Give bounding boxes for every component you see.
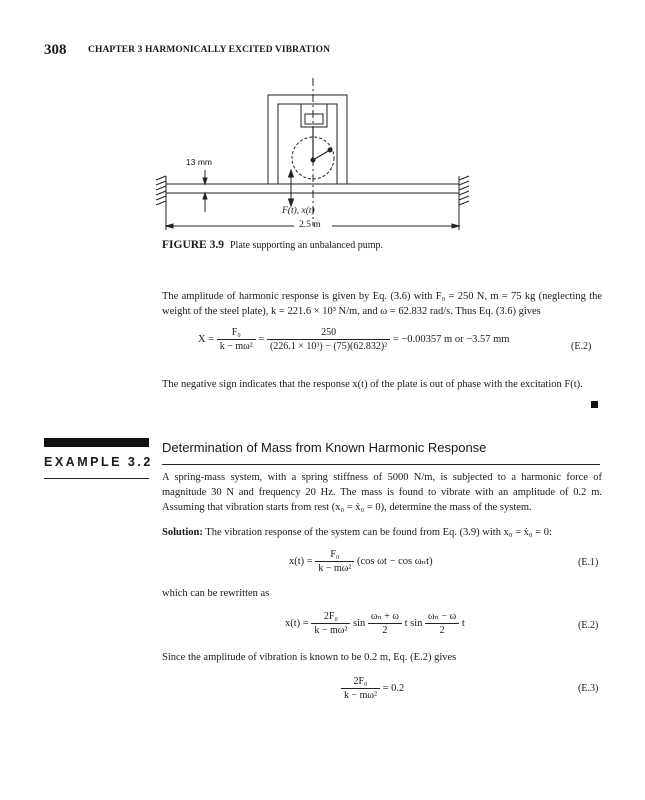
paragraph-rewritten: which can be rewritten as (162, 588, 270, 599)
left-wall-hatch (156, 176, 166, 206)
end-of-example-mark (591, 401, 598, 408)
equation-tag-e3: (E.3) (578, 683, 599, 694)
right-wall-hatch (459, 176, 469, 206)
example-label: EXAMPLE 3.2 (44, 455, 153, 469)
eq-e2b-fraction-1: $\frac{\text{2F₀}}{\text{k − mω²}}$ (311, 611, 350, 636)
solution-label: Solution: (162, 527, 203, 538)
eq-lhs: X = (198, 333, 215, 345)
figure-caption-label: FIGURE 3.9 (162, 239, 224, 251)
figure-caption (162, 239, 383, 251)
eq-e3-fraction: $\frac{\text{2F₀}}{\text{k − mω²}}$ (341, 676, 380, 701)
solution-text: The vibration response of the system can be found from Eq. (3.9) with x₀ = ẋ₀ = 0: (205, 527, 552, 538)
equation-response: x(t) = $\frac{\text{F₀}}{\text{k − mω²}}$ (cos ωt − cos ωₙt) (289, 549, 433, 574)
eq-result: = −0.00357 m or −3.57 mm (392, 333, 510, 345)
equation-tag-e2a: (E.2) (571, 341, 592, 352)
equation-tag-e1: (E.1) (578, 557, 599, 568)
force-label: F(t), x(t) (282, 206, 315, 216)
eq-e1-fraction: $\frac{\text{F₀}}{\text{k − mω²}}$ (315, 549, 354, 574)
paragraph-amplitude: The amplitude of harmonic response is given by Eq. (3.6) with F₀ = 250 N, m = 75 kg (neglecting the weight of the steel plate), k = 221.6 × 10³ N/m, and ω = 62.832 rad/s. Thus Eq. (3.6) gives (162, 291, 602, 317)
page-number: 308 (44, 42, 67, 58)
eq-e2b-fraction-2: $\frac{\text{ωₙ + ω}}{2}$ (368, 611, 402, 636)
equation-tag-e2b: (E.2) (578, 620, 599, 631)
pump-plate-diagram (0, 0, 645, 240)
paragraph-negative-sign: The negative sign indicates that the response x(t) of the plate is out of phase with the excitation F(t). (162, 379, 583, 390)
length-label: 2.5 m (299, 220, 321, 230)
figure-caption-text: Plate supporting an unbalanced pump. (229, 240, 384, 251)
eq-fraction-2: $\frac{250}{\text{(226.1 × 10³) − (75)(62.832)²}}$ (267, 327, 390, 352)
eq-e2b-fraction-3: $\frac{\text{ωₙ − ω}}{2}$ (425, 611, 459, 636)
paragraph-amplitude-known: Since the amplitude of vibration is known to be 0.2 m, Eq. (E.2) gives (162, 652, 457, 663)
paragraph-solution (162, 525, 602, 540)
equation-amplitude: X = $\frac{\text{F₀}}{\text{k − mω²}}$ = $\frac{250}{\text{(226.1 × 10³) − (75)(62.832)²}}$ = −0.00357 m or −3.57 mm (198, 327, 510, 352)
example-bar (44, 438, 149, 447)
piston (305, 114, 323, 124)
equation-rewritten: x(t) = $\frac{\text{2F₀}}{\text{k − mω²}}$ sin $\frac{\text{ωₙ + ω}}{2}$ t sin $\frac{\text{ωₙ − ω}}{2}$ t (285, 611, 465, 636)
example-title-rule (162, 464, 600, 465)
pump-housing (260, 95, 355, 184)
example-title: Determination of Mass from Known Harmonic Response (162, 440, 487, 455)
running-header: CHAPTER 3 HARMONICALLY EXCITED VIBRATION (88, 45, 331, 55)
paragraph-problem: A spring-mass system, with a spring stiffness of 5000 N/m, is subjected to a harmonic force of magnitude 30 N and frequency 20 Hz. The mass is found to vibrate with an amplitude of 0.2 m. Assuming that vibration starts from rest (x₀ = ẋ₀ = 0), determine the mass of the system. (162, 472, 602, 513)
dimension-13mm-label: 13 mm (186, 157, 212, 167)
example-rule (44, 478, 149, 479)
equation-amplitude-value: $\frac{\text{2F₀}}{\text{k − mω²}}$ = 0.2 (341, 676, 404, 701)
eq-fraction-1: $\frac{\text{F₀}}{\text{k − mω²}}$ (217, 327, 256, 352)
